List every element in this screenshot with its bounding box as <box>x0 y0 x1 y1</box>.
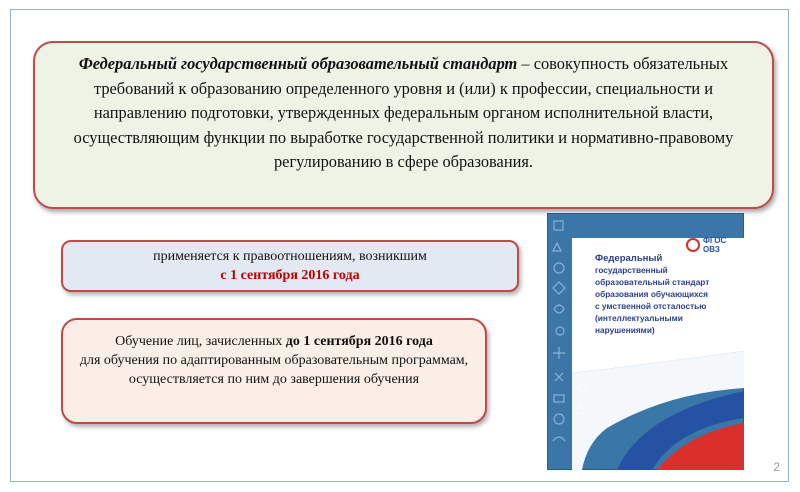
applies-box <box>61 240 519 292</box>
svg-text:с умственной отсталостью: с умственной отсталостью <box>595 301 707 311</box>
transition-prefix: Обучение лиц, зачисленных <box>115 334 286 349</box>
applies-date: с 1 сентября 2016 года <box>220 268 360 283</box>
definition-term: Федеральный государственный образовательный стандарт <box>78 54 518 73</box>
svg-text:Федеральный: Федеральный <box>595 253 663 264</box>
applies-text: применяется к правоотношениям, возникшим <box>153 249 427 264</box>
svg-text:образования обучающихся: образования обучающихся <box>595 289 709 299</box>
page-number: 2 <box>773 460 780 474</box>
svg-text:образовательный стандарт: образовательный стандарт <box>595 277 710 287</box>
transition-date: до 1 сентября 2016 года <box>285 334 433 349</box>
definition-box <box>33 41 774 209</box>
transition-line2: для обучения по адаптированным образовательным программам, <box>79 353 469 368</box>
definition-text: – совокупность обязательных требований к образованию определенного уровня и (или) к профессии, специальности и направлению подготовки, утвержденных федеральным органом исполнительной власти, осуществляющим функции по выработке государственной политики и нормативно-правовому регулированию в сфере образования. <box>73 54 734 171</box>
svg-text:ОВЗ: ОВЗ <box>703 245 720 254</box>
transition-box <box>61 318 487 424</box>
svg-text:(интеллектуальными: (интеллектуальными <box>595 313 683 323</box>
fgos-book-cover <box>547 213 744 470</box>
transition-line3: осуществляется по ним до завершения обучения <box>128 372 420 387</box>
svg-text:нарушениями): нарушениями) <box>595 325 655 335</box>
svg-text:ФГОС: ФГОС <box>703 236 727 245</box>
svg-text:государственный: государственный <box>595 265 668 275</box>
